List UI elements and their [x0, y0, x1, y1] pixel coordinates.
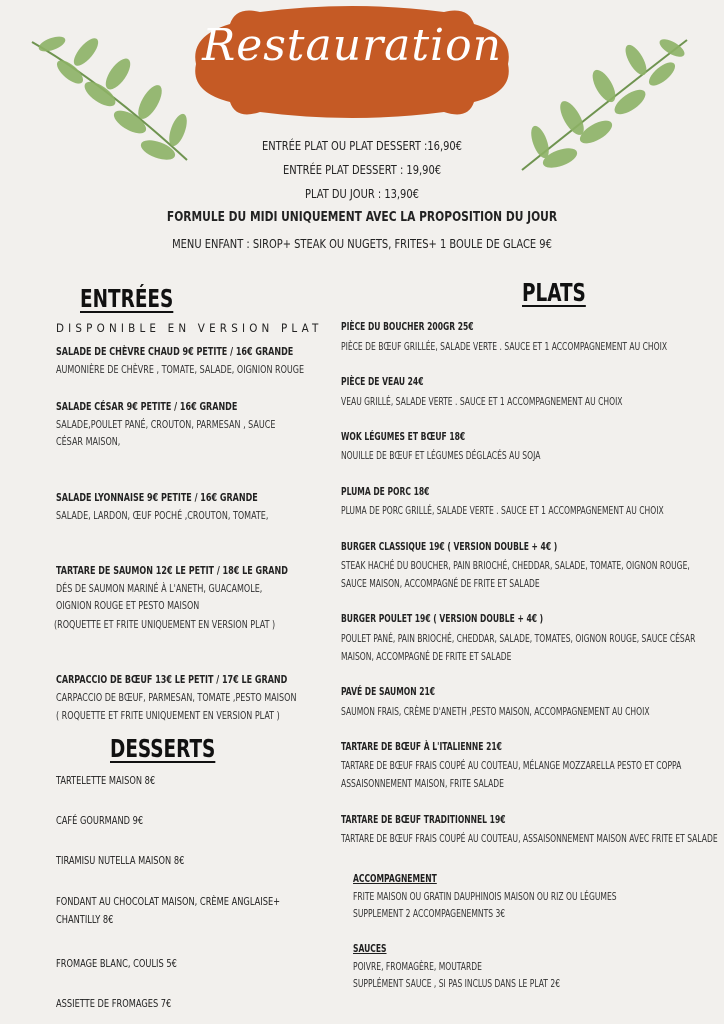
plat-desc: POULET PANÉ, PAIN BRIOCHÉ, CHEDDAR, SALADE, TOMATES, OIGNON ROUGE, SAUCE CÉSAR MAISON, ACCOMPAGNÉ DE FRITE ET SALADE — [341, 633, 696, 663]
entree-desc: SALADE, LARDON, ŒUF POCHÉ ,CROUTON, TOMATE, — [56, 510, 269, 522]
formula-line: PLAT DU JOUR : 13,90€ — [305, 186, 419, 201]
formula-line: ENTRÉE PLAT DESSERT : 19,90€ — [282, 162, 442, 177]
plat-name: TARTARE DE BŒUF TRADITIONNEL 19€ — [341, 814, 506, 826]
leaf-branch-right-icon — [512, 30, 702, 180]
plat-desc: SAUMON FRAIS, CRÈME D'ANETH ,PESTO MAISON, ACCOMPAGNEMENT AU CHOIX — [341, 706, 650, 718]
plat-desc: STEAK HACHÉ DU BOUCHER, PAIN BRIOCHÉ, CHEDDAR, SALADE, TOMATE, OIGNON ROUGE, SAUCE MAISON, ACCOMPAGNÉ DE FRITE ET SALADE — [341, 560, 690, 590]
plat-name: PAVÉ DE SAUMON 21€ — [341, 686, 436, 698]
plats-title: PLATS — [522, 278, 586, 307]
entree-desc: SALADE,POULET PANÉ, CROUTON, PARMESAN , SAUCE CÉSAR MAISON, — [56, 419, 276, 448]
entree-name: SALADE CÉSAR 9€ PETITE / 16€ GRANDE — [56, 401, 238, 413]
desserts-title: DESSERTS — [110, 734, 216, 763]
entree-note: (ROQUETTE ET FRITE UNIQUEMENT EN VERSION PLAT ) — [54, 619, 276, 631]
plat-name: BURGER POULET 19€ ( VERSION DOUBLE + 4€ ) — [341, 613, 544, 625]
dessert-item: TARTELETTE MAISON 8€ — [56, 774, 156, 787]
plat-desc: PLUMA DE PORC GRILLÉ, SALADE VERTE . SAUCE ET 1 ACCOMPAGNEMENT AU CHOIX — [341, 505, 664, 517]
sauces-title: SAUCES — [353, 943, 387, 955]
dessert-item: TIRAMISU NUTELLA MAISON 8€ — [56, 854, 185, 867]
plat-desc: PIÈCE DE BŒUF GRILLÉE, SALADE VERTE . SAUCE ET 1 ACCOMPAGNEMENT AU CHOIX — [341, 341, 668, 353]
accompagnement-line: FRITE MAISON OU GRATIN DAUPHINOIS MAISON OU RIZ OU LÉGUMES — [353, 891, 617, 903]
entree-desc: CARPACCIO DE BŒUF, PARMESAN, TOMATE ,PESTO MAISON — [56, 692, 297, 704]
plat-desc: VEAU GRILLÉ, SALADE VERTE . SAUCE ET 1 ACCOMPAGNEMENT AU CHOIX — [341, 396, 623, 408]
dessert-item: FROMAGE BLANC, COULIS 5€ — [56, 957, 177, 970]
plat-name: PIÈCE DE VEAU 24€ — [341, 376, 424, 388]
plat-desc: NOUILLE DE BŒUF ET LÉGUMES DÉGLACÉS AU SOJA — [341, 450, 541, 462]
entree-desc: AUMONIÈRE DE CHÈVRE , TOMATE, SALADE, OIGNION ROUGE — [56, 364, 305, 376]
entree-name: CARPACCIO DE BŒUF 13€ LE PETIT / 17€ LE GRAND — [56, 674, 288, 686]
dessert-item: FONDANT AU CHOCOLAT MAISON, CRÈME ANGLAISE+ CHANTILLY 8€ — [56, 895, 281, 926]
entrees-subtitle: DISPONIBLE EN VERSION PLAT — [56, 321, 323, 335]
dessert-item: CAFÉ GOURMAND 9€ — [56, 814, 144, 827]
entree-desc: DÉS DE SAUMON MARINÉ À L'ANETH, GUACAMOLE, OIGNION ROUGE ET PESTO MAISON — [56, 583, 263, 612]
accompagnement-title: ACCOMPAGNEMENT — [353, 873, 437, 885]
entree-name: SALADE LYONNAISE 9€ PETITE / 16€ GRANDE — [56, 492, 258, 504]
formula-note: FORMULE DU MIDI UNIQUEMENT AVEC LA PROPOSITION DU JOUR — [166, 209, 558, 225]
sauces-line: SUPPLÉMENT SAUCE , SI PAS INCLUS DANS LE PLAT 2€ — [353, 978, 561, 990]
sauces-line: POIVRE, FROMAGÈRE, MOUTARDE — [353, 961, 482, 973]
plat-name: WOK LÉGUMES ET BŒUF 18€ — [341, 431, 466, 443]
page-title: Restauration — [202, 20, 502, 71]
entree-name: TARTARE DE SAUMON 12€ LE PETIT / 18€ LE GRAND — [56, 565, 288, 577]
plat-name: BURGER CLASSIQUE 19€ ( VERSION DOUBLE + 4€ ) — [341, 541, 558, 553]
formula-line: ENTRÉE PLAT OU PLAT DESSERT :16,90€ — [262, 138, 462, 153]
plat-desc: TARTARE DE BŒUF FRAIS COUPÉ AU COUTEAU, MÉLANGE MOZZARELLA PESTO ET COPPA ASSAISONNEMENT MAISON, FRITE SALADE — [341, 760, 682, 790]
leaf-branch-left-icon — [22, 22, 202, 182]
kids-menu-line: MENU ENFANT : SIROP+ STEAK OU NUGETS, FRITES+ 1 BOULE DE GLACE 9€ — [172, 236, 552, 251]
entrees-title: ENTRÉES — [80, 284, 174, 313]
entree-note: ( ROQUETTE ET FRITE UNIQUEMENT EN VERSION PLAT ) — [56, 710, 280, 722]
plat-name: TARTARE DE BŒUF À L'ITALIENNE 21€ — [341, 741, 502, 753]
entree-name: SALADE DE CHÈVRE CHAUD 9€ PETITE / 16€ GRANDE — [56, 346, 294, 358]
plat-desc: TARTARE DE BŒUF FRAIS COUPÉ AU COUTEAU, ASSAISONNEMENT MAISON AVEC FRITE ET SALADE — [341, 833, 718, 845]
plat-name: PLUMA DE PORC 18€ — [341, 486, 430, 498]
dessert-item: ASSIETTE DE FROMAGES 7€ — [56, 997, 172, 1010]
accompagnement-line: SUPPLEMENT 2 ACCOMPAGENEMNTS 3€ — [353, 908, 506, 920]
plat-name: PIÈCE DU BOUCHER 200GR 25€ — [341, 321, 474, 333]
